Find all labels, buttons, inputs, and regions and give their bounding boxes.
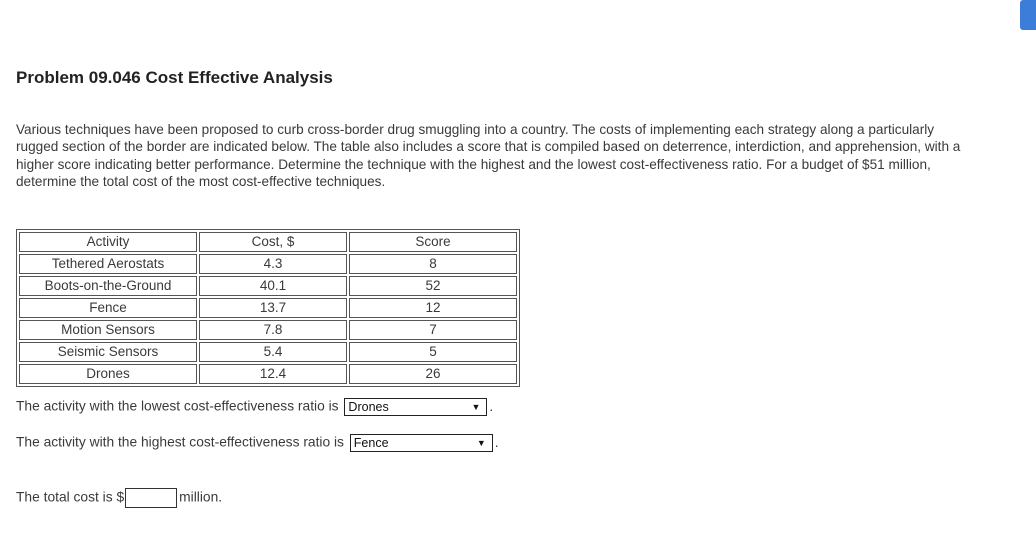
lowest-ratio-select[interactable] [344, 398, 487, 416]
table-row [19, 320, 517, 340]
cell-cost: 4.3 [199, 254, 347, 274]
lowest-ratio-period: . [489, 398, 494, 414]
cell-activity: Seismic Sensors [19, 342, 197, 362]
problem-intro: Various techniques have been proposed to curb cross-border drug smuggling into a country. The costs of implementing each strategy along a particularly rugged section of the border are indicated below. The table also includes a score that is compiled based on deterrence, interdiction, and apprehension, with a higher score indicating better performance. Determine the technique with the highest and the lowest cost-effectiveness ratio. For a budget of $51 million, determine the total cost of the most cost-effective techniques. [16, 122, 961, 189]
cell-score: 7 [349, 320, 517, 340]
header-score: Score [349, 232, 517, 252]
cell-score: 5 [349, 342, 517, 362]
cell-cost: 12.4 [199, 364, 347, 384]
data-table [16, 229, 520, 387]
table-row [19, 276, 517, 296]
total-cost-prefix: The total cost is $ [16, 489, 125, 505]
corner-tab[interactable] [1020, 0, 1036, 30]
table-row [19, 298, 517, 318]
header-activity: Activity [19, 232, 197, 252]
table-row [19, 364, 517, 384]
highest-ratio-question [16, 434, 499, 452]
cell-cost: 5.4 [199, 342, 347, 362]
triangle-down-icon: ▼ [476, 438, 486, 448]
table-row [19, 254, 517, 274]
highest-ratio-period: . [494, 434, 499, 450]
cell-score: 8 [349, 254, 517, 274]
lowest-ratio-selected-value: Drones [348, 400, 389, 414]
cell-score: 26 [349, 364, 517, 384]
cell-cost: 13.7 [199, 298, 347, 318]
triangle-down-icon: ▼ [471, 402, 481, 412]
highest-ratio-select[interactable] [350, 434, 493, 452]
lowest-ratio-label: The activity with the lowest cost-effectiveness ratio is [16, 398, 339, 414]
cell-cost: 7.8 [199, 320, 347, 340]
cell-activity: Drones [19, 364, 197, 384]
cell-cost: 40.1 [199, 276, 347, 296]
problem-title: Problem 09.046 Cost Effective Analysis [16, 68, 333, 87]
table-header-row [19, 232, 517, 252]
cell-score: 52 [349, 276, 517, 296]
highest-ratio-selected-value: Fence [353, 436, 389, 450]
cell-activity: Motion Sensors [19, 320, 197, 340]
cell-activity: Boots-on-the-Ground [19, 276, 197, 296]
cell-activity: Tethered Aerostats [19, 254, 197, 274]
table-row [19, 342, 517, 362]
lowest-ratio-question [16, 398, 493, 416]
cell-score: 12 [349, 298, 517, 318]
total-cost-suffix: million. [179, 489, 223, 505]
total-cost-input[interactable] [125, 488, 177, 508]
highest-ratio-label: The activity with the highest cost-effectiveness ratio is [16, 434, 344, 450]
cell-activity: Fence [19, 298, 197, 318]
header-cost: Cost, $ [199, 232, 347, 252]
total-cost-question [16, 488, 222, 508]
